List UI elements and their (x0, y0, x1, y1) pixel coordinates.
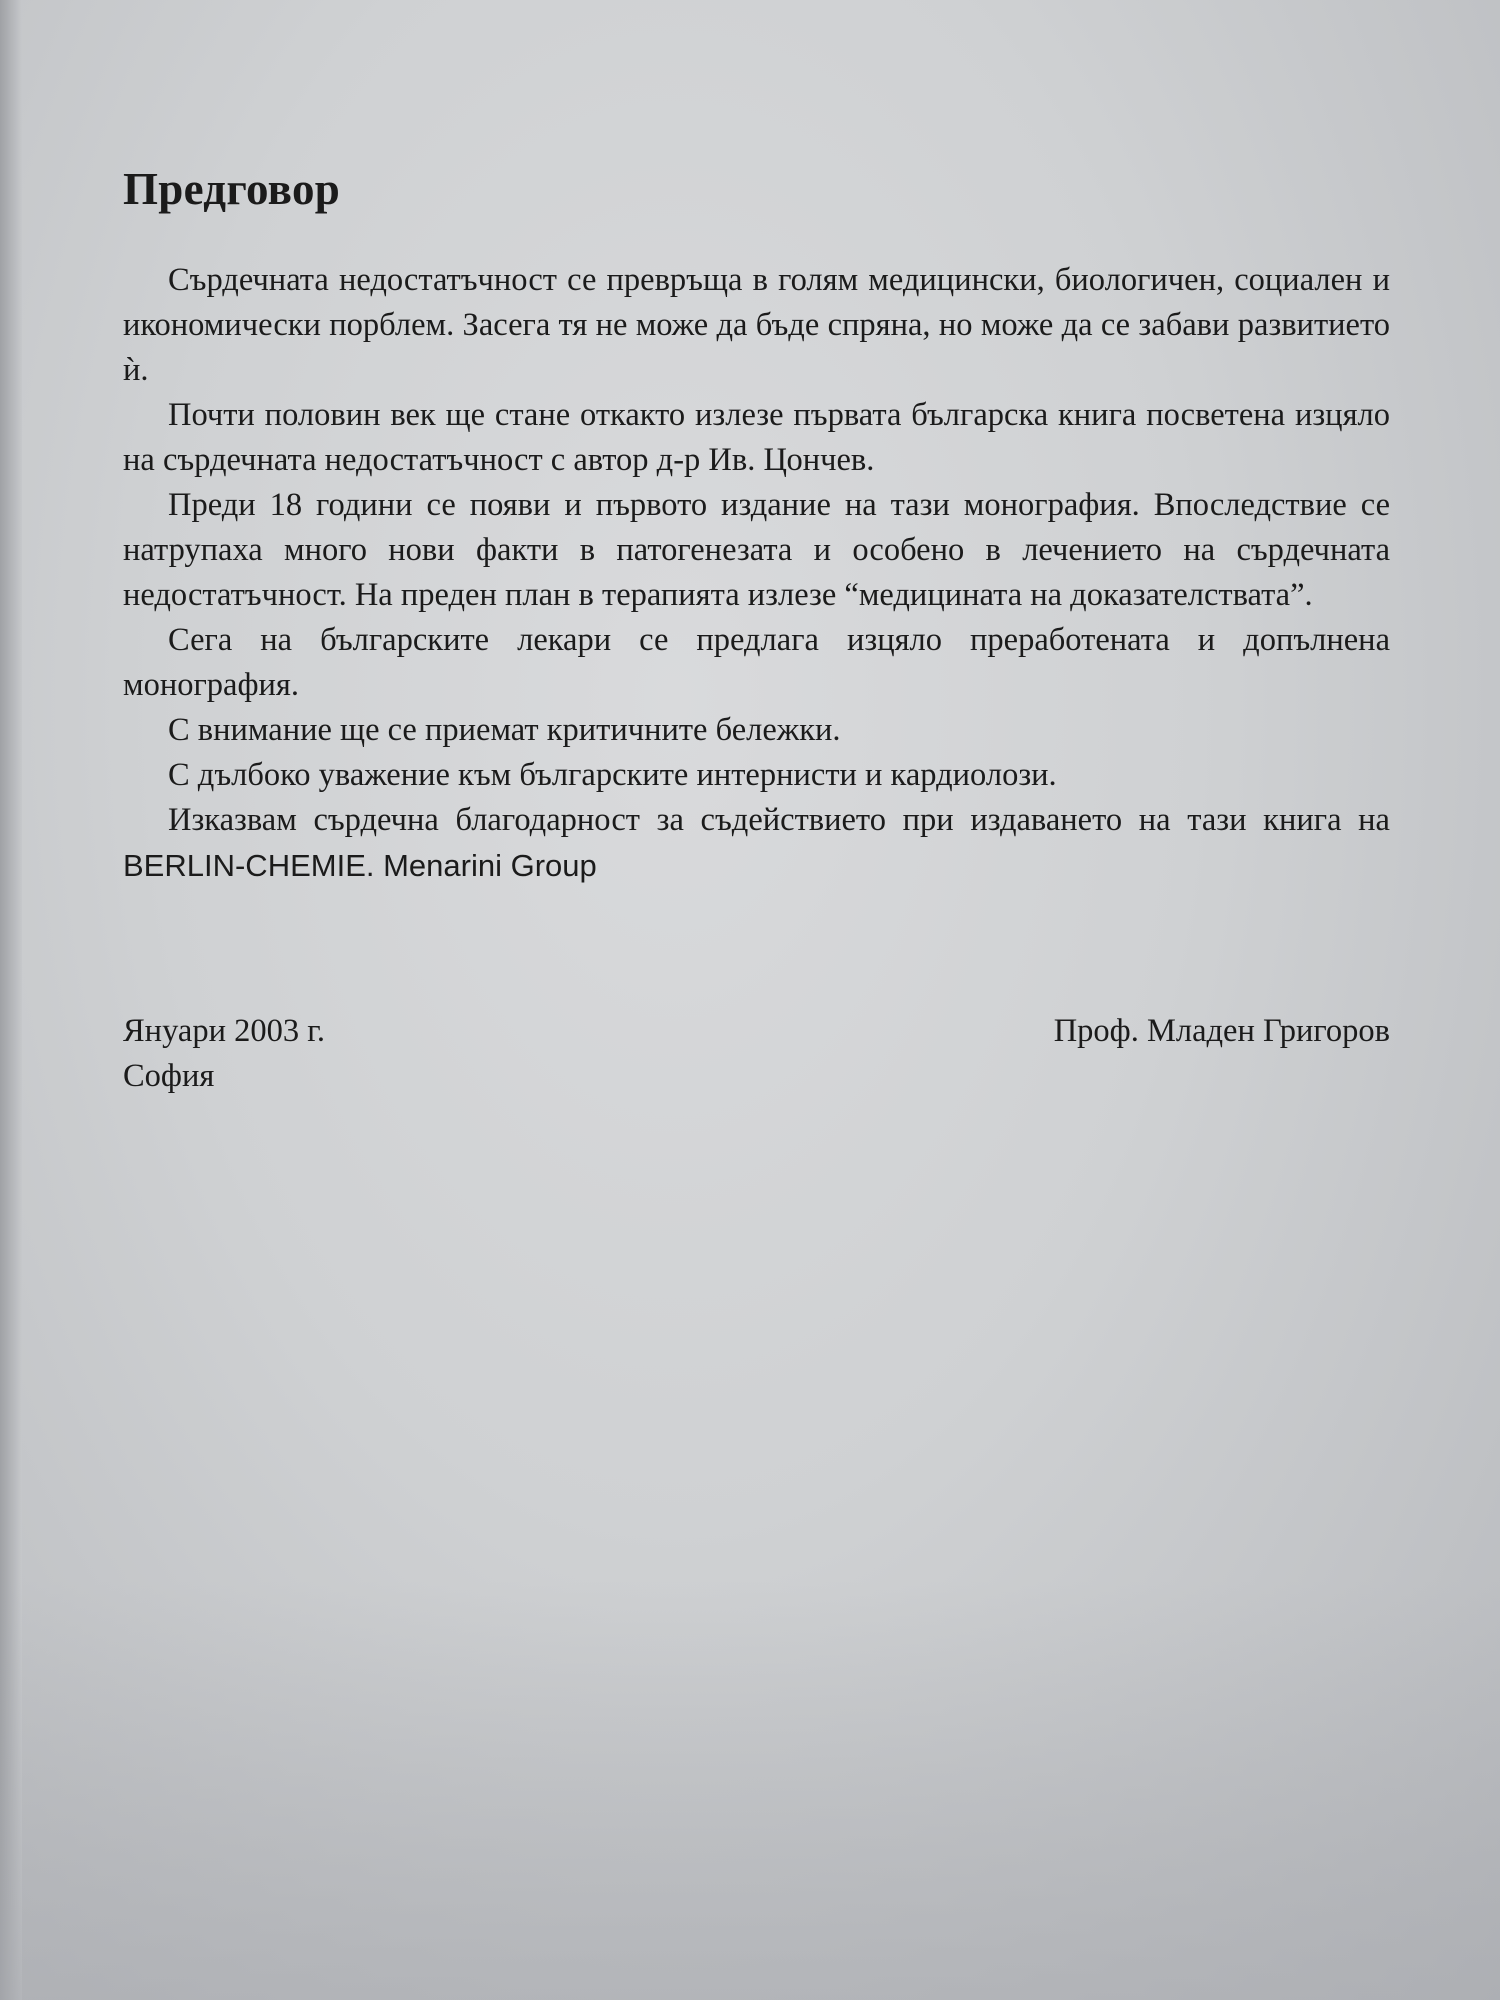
date-place-block (123, 1009, 325, 1099)
author-signature: Проф. Младен Григоров (1053, 1013, 1390, 1049)
preface-date: Януари 2003 г. (123, 1013, 325, 1049)
paragraph: С внимание ще се приемат критичните бележки. (168, 712, 841, 748)
sponsor-name: BERLIN-CHEMIE. Menarini Group (123, 848, 597, 883)
paragraph: Сега на българските лекари се предлага изцяло преработената и допълнена монография. (123, 622, 1390, 703)
page-title: Предговор (123, 164, 341, 214)
preface-place: София (123, 1058, 215, 1094)
paragraph: С дълбоко уважение към българските интернисти и кардиолози. (168, 757, 1057, 793)
acknowledgement-paragraph (123, 798, 1390, 889)
paragraph: Почти половин век ще стане откакто излезе първата българска книга посветена изцяло на сърдечната недостатъчност с автор д-р Ив. Цончев. (123, 397, 1390, 478)
preface-body (123, 258, 1390, 889)
acknowledgement-text: Изказвам сърдечна благодарност за съдействието при издаването на тази книга на (168, 802, 1390, 838)
paragraph: Сърдечната недостатъчност се превръща в голям медицински, биологичен, социален и икономически порблем. Засега тя не може да бъде спряна, но може да се забави развитието ѝ. (123, 262, 1390, 388)
paragraph: Преди 18 години се появи и първото издание на тази монография. Впоследствие се натрупаха много нови факти в патогенезата и особено в лечението на сърдечната недостатъчност. На преден план в терапията излезе “медицината на доказателствата”. (123, 487, 1390, 613)
page-shadow (0, 1580, 1500, 2000)
